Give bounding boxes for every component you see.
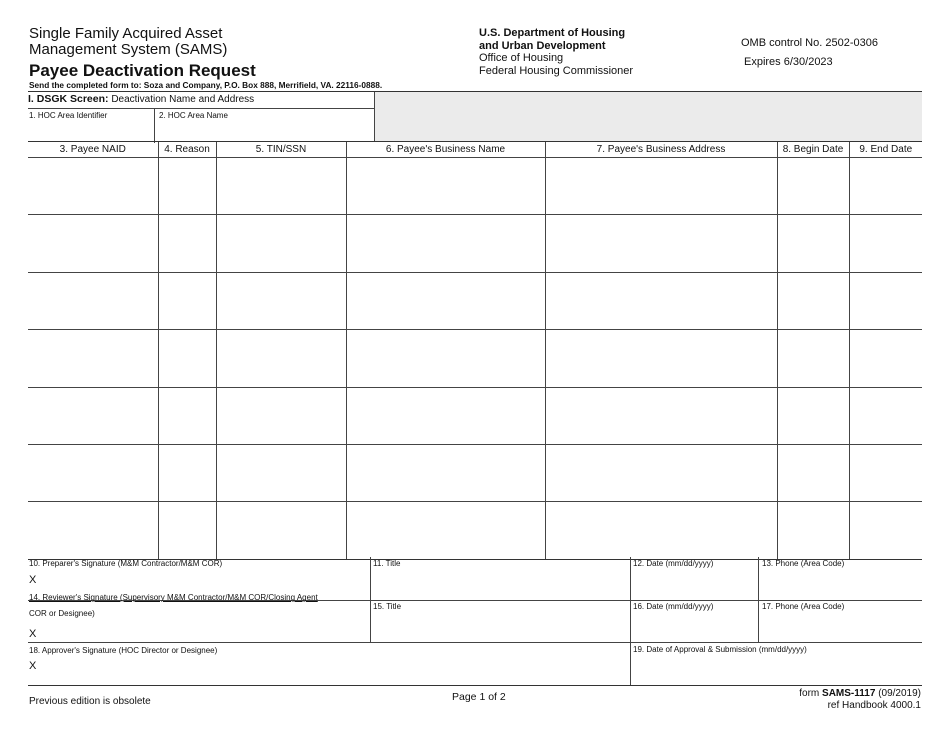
- approval-date-field[interactable]: 19. Date of Approval & Submission (mm/dd/yyyy): [633, 645, 807, 654]
- table-header-row: [28, 142, 922, 158]
- col-payee-naid: 3. Payee NAID: [28, 142, 158, 158]
- reviewer-signature-label-cont: COR or Designee): [29, 609, 95, 618]
- footer-rule: [28, 685, 922, 686]
- handbook-reference: ref Handbook 4000.1: [827, 700, 921, 711]
- reviewer-title-field[interactable]: 15. Title: [373, 602, 402, 611]
- business-name-cell[interactable]: [346, 272, 545, 329]
- business-name-cell[interactable]: [346, 502, 545, 559]
- col-business-name: 6. Payee's Business Name: [346, 142, 545, 158]
- tin-ssn-cell[interactable]: [216, 158, 346, 215]
- col-business-address: 7. Payee's Business Address: [545, 142, 777, 158]
- begin-date-cell[interactable]: [777, 444, 849, 501]
- business-name-cell[interactable]: [346, 158, 545, 215]
- system-title-line2: Management System (SAMS): [29, 41, 228, 58]
- page-number: Page 1 of 2: [452, 691, 506, 703]
- signature-vline-2: [630, 557, 631, 685]
- tin-ssn-cell[interactable]: [216, 502, 346, 559]
- col-end-date: 9. End Date: [849, 142, 922, 158]
- reviewer-date-field[interactable]: 16. Date (mm/dd/yyyy): [633, 602, 714, 611]
- form-id: SAMS-1117: [822, 688, 876, 699]
- reason-cell[interactable]: [158, 387, 216, 444]
- form-id-line: [799, 688, 921, 700]
- reason-cell[interactable]: [158, 502, 216, 559]
- reason-cell[interactable]: [158, 444, 216, 501]
- reviewer-signature-label: 14. Reviewer's Signature (Supervisory M&M Contractor/M&M COR/Closing Agent: [29, 593, 318, 602]
- end-date-cell[interactable]: [849, 158, 922, 215]
- signature-vline-1: [370, 557, 371, 642]
- preparer-signature-field[interactable]: X: [29, 574, 37, 586]
- reason-cell[interactable]: [158, 272, 216, 329]
- reason-cell[interactable]: [158, 215, 216, 272]
- end-date-cell[interactable]: [849, 444, 922, 501]
- end-date-cell[interactable]: [849, 215, 922, 272]
- expiration-date: Expires 6/30/2023: [744, 56, 833, 68]
- tin-ssn-cell[interactable]: [216, 444, 346, 501]
- reviewer-signature-field[interactable]: X: [29, 628, 37, 640]
- shaded-area: [374, 92, 922, 142]
- preparer-signature-label: 10. Preparer's Signature (M&M Contractor/M&M COR): [29, 559, 223, 568]
- table-row: [28, 158, 922, 215]
- table-body: [28, 158, 922, 560]
- hoc-area-identifier-field[interactable]: [28, 109, 154, 143]
- table-row: [28, 330, 922, 387]
- signature-vline-3: [758, 557, 759, 642]
- business-address-cell[interactable]: [545, 444, 777, 501]
- signature-divider-2: [28, 642, 922, 643]
- tin-ssn-cell[interactable]: [216, 215, 346, 272]
- form-identifier: [799, 688, 921, 712]
- preparer-title-field[interactable]: 11. Title: [373, 559, 401, 568]
- begin-date-cell[interactable]: [777, 215, 849, 272]
- agency-block: [479, 27, 699, 77]
- col-reason: 4. Reason: [158, 142, 216, 158]
- business-name-cell[interactable]: [346, 330, 545, 387]
- begin-date-cell[interactable]: [777, 502, 849, 559]
- hoc-area-identifier-label: 1. HOC Area Identifier: [29, 111, 108, 120]
- table-row: [28, 215, 922, 272]
- agency-line3: Office of Housing: [479, 52, 564, 64]
- business-name-cell[interactable]: [346, 444, 545, 501]
- tin-ssn-cell[interactable]: [216, 387, 346, 444]
- business-address-cell[interactable]: [545, 502, 777, 559]
- preparer-phone-field[interactable]: 13. Phone (Area Code): [762, 559, 845, 568]
- preparer-date-field[interactable]: 12. Date (mm/dd/yyyy): [633, 559, 714, 568]
- approver-signature-label: 18. Approver's Signature (HOC Director or Designee): [29, 646, 218, 655]
- business-name-cell[interactable]: [346, 387, 545, 444]
- payee-naid-cell[interactable]: [28, 272, 158, 329]
- payee-naid-cell[interactable]: [28, 215, 158, 272]
- payee-naid-cell[interactable]: [28, 387, 158, 444]
- tin-ssn-cell[interactable]: [216, 330, 346, 387]
- begin-date-cell[interactable]: [777, 158, 849, 215]
- payee-naid-cell[interactable]: [28, 158, 158, 215]
- begin-date-cell[interactable]: [777, 272, 849, 329]
- table-row: [28, 502, 922, 559]
- begin-date-cell[interactable]: [777, 330, 849, 387]
- form-prefix: form: [799, 688, 820, 699]
- hoc-area-name-field[interactable]: [154, 109, 374, 143]
- begin-date-cell[interactable]: [777, 387, 849, 444]
- section-heading-label: I. DSGK Screen:: [28, 93, 109, 105]
- form-date: (09/2019): [878, 688, 921, 699]
- end-date-cell[interactable]: [849, 330, 922, 387]
- payee-table: [28, 141, 922, 560]
- payee-naid-cell[interactable]: [28, 330, 158, 387]
- system-title-line1: Single Family Acquired Asset: [29, 25, 223, 42]
- omb-control-number: OMB control No. 2502-0306: [741, 37, 878, 49]
- agency-line2: and Urban Development: [479, 39, 606, 52]
- table-row: [28, 387, 922, 444]
- agency-line1: U.S. Department of Housing: [479, 27, 626, 39]
- payee-naid-cell[interactable]: [28, 444, 158, 501]
- end-date-cell[interactable]: [849, 272, 922, 329]
- business-address-cell[interactable]: [545, 158, 777, 215]
- agency-line4: Federal Housing Commissioner: [479, 64, 634, 77]
- section-subheading: Deactivation Name and Address: [111, 94, 255, 105]
- col-begin-date: 8. Begin Date: [777, 142, 849, 158]
- reviewer-phone-field[interactable]: 17. Phone (Area Code): [762, 602, 845, 611]
- section-heading: [28, 93, 254, 105]
- col-tin-ssn: 5. TIN/SSN: [216, 142, 346, 158]
- section-dsgk-screen: [28, 91, 922, 141]
- end-date-cell[interactable]: [849, 502, 922, 559]
- business-address-cell[interactable]: [545, 215, 777, 272]
- hoc-area-name-label: 2. HOC Area Name: [159, 111, 228, 120]
- table-row: [28, 444, 922, 501]
- system-title: [29, 26, 289, 58]
- end-date-cell[interactable]: [849, 387, 922, 444]
- send-to-address: Send the completed form to: Soza and Company, P.O. Box 888, Merrifield, VA. 22116-0888.: [29, 80, 383, 90]
- tin-ssn-cell[interactable]: [216, 272, 346, 329]
- reason-cell[interactable]: [158, 330, 216, 387]
- form-title: Payee Deactivation Request: [29, 61, 256, 80]
- table-row: [28, 272, 922, 329]
- business-address-cell[interactable]: [545, 272, 777, 329]
- payee-naid-cell[interactable]: [28, 502, 158, 559]
- business-address-cell[interactable]: [545, 330, 777, 387]
- approver-signature-field[interactable]: X: [29, 660, 37, 672]
- reason-cell[interactable]: [158, 158, 216, 215]
- hoc-fields-row: [28, 108, 374, 142]
- business-name-cell[interactable]: [346, 215, 545, 272]
- obsolete-notice: Previous edition is obsolete: [29, 696, 151, 707]
- business-address-cell[interactable]: [545, 387, 777, 444]
